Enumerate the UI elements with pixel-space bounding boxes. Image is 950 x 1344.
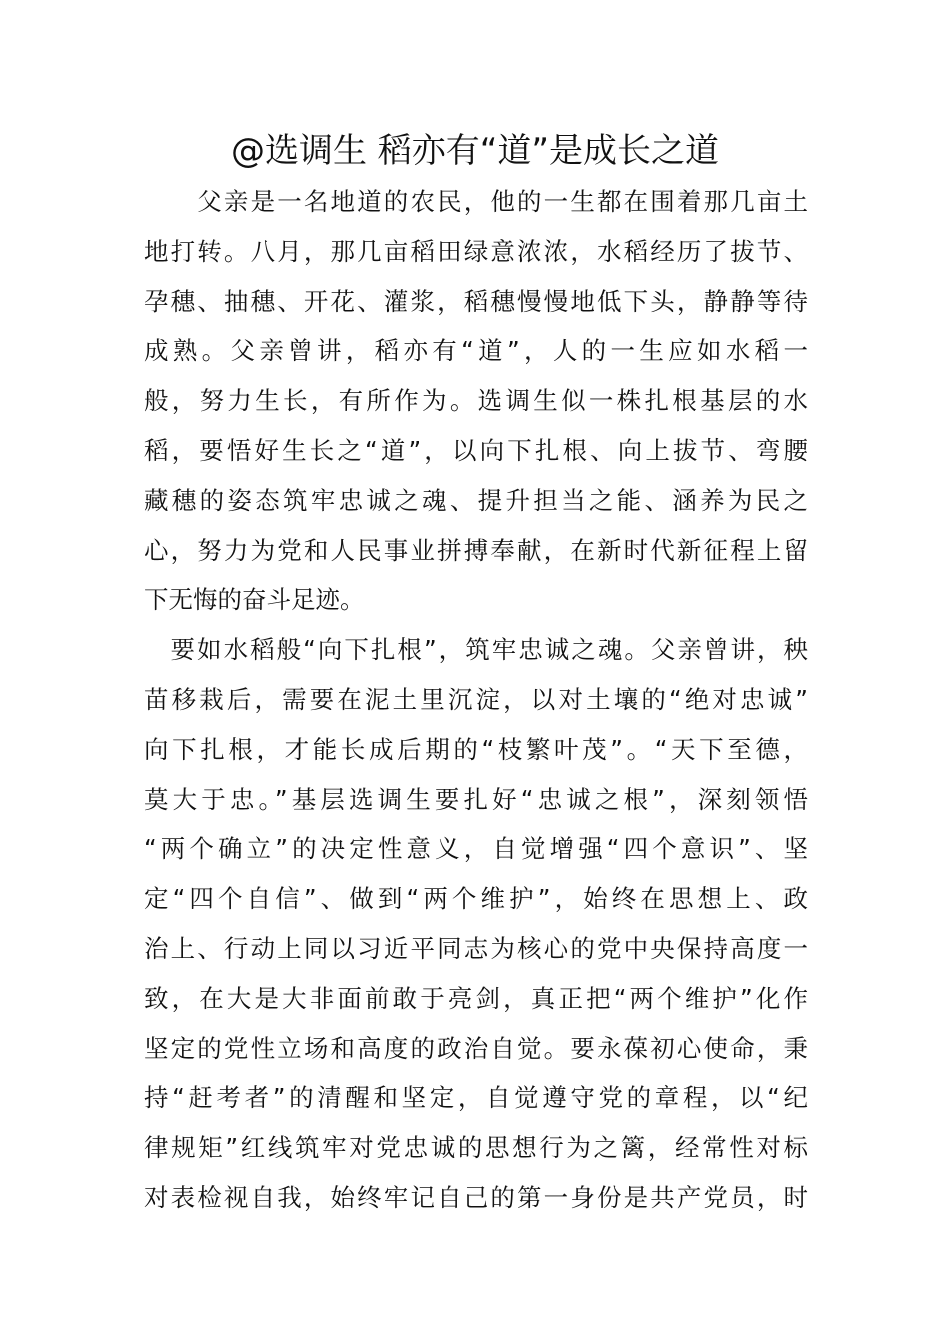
text-line: 对表检视自我，始终牢记自己的第一身份是共产党员，时 [144,1182,808,1212]
text-line: 孕穗、抽穗、开花、灌浆，稻穗慢慢地低下头，静静等待 [144,286,808,316]
text-line: 治上、行动上同以习近平同志为核心的党中央保持高度一 [144,933,808,963]
document-title: @选调生 稻亦有“道”是成长之道 [230,131,720,171]
text-line: 向下扎根，才能长成后期的“枝繁叶茂”。“天下至德， [144,734,808,764]
text-line: 般，努力生长，有所作为。选调生似一株扎根基层的水 [144,386,808,416]
text-line: 父亲是一名地道的农民，他的一生都在围着那几亩土 [144,187,808,216]
text-line: 下无悔的奋斗足迹。 [144,585,365,615]
text-line: 致，在大是大非面前敢于亮剑，真正把“两个维护”化作 [144,983,808,1013]
text-line: 要如水稻般“向下扎根”，筑牢忠诚之魂。父亲曾讲，秧 [144,635,808,665]
document-body [144,177,808,1223]
text-line: 律规矩”红线筑牢对党忠诚的思想行为之篱，经常性对标 [144,1133,808,1163]
text-line: 心，努力为党和人民事业拼搏奉献，在新时代新征程上留 [144,535,808,565]
text-line: 坚定的党性立场和高度的政治自觉。要永葆初心使命，秉 [144,1033,808,1063]
text-line: “两个确立”的决定性意义，自觉增强“四个意识”、坚 [144,834,808,864]
text-line: 藏穗的姿态筑牢忠诚之魂、提升担当之能、涵养为民之 [144,485,808,515]
text-line: 稻，要悟好生长之“道”，以向下扎根、向上拔节、弯腰 [144,435,808,465]
text-line: 定“四个自信”、做到“两个维护”，始终在思想上、政 [144,884,808,914]
text-line: 成熟。父亲曾讲，稻亦有“道”，人的一生应如水稻一 [144,336,808,366]
text-line: 持“赶考者”的清醒和坚定，自觉遵守党的章程，以“纪 [144,1083,808,1113]
text-line: 莫大于忠。”基层选调生要扎好“忠诚之根”，深刻领悟 [144,784,808,814]
text-line: 苗移栽后，需要在泥土里沉淀，以对土壤的“绝对忠诚” [144,684,808,714]
text-line: 地打转。八月，那几亩稻田绿意浓浓，水稻经历了拔节、 [144,236,808,266]
